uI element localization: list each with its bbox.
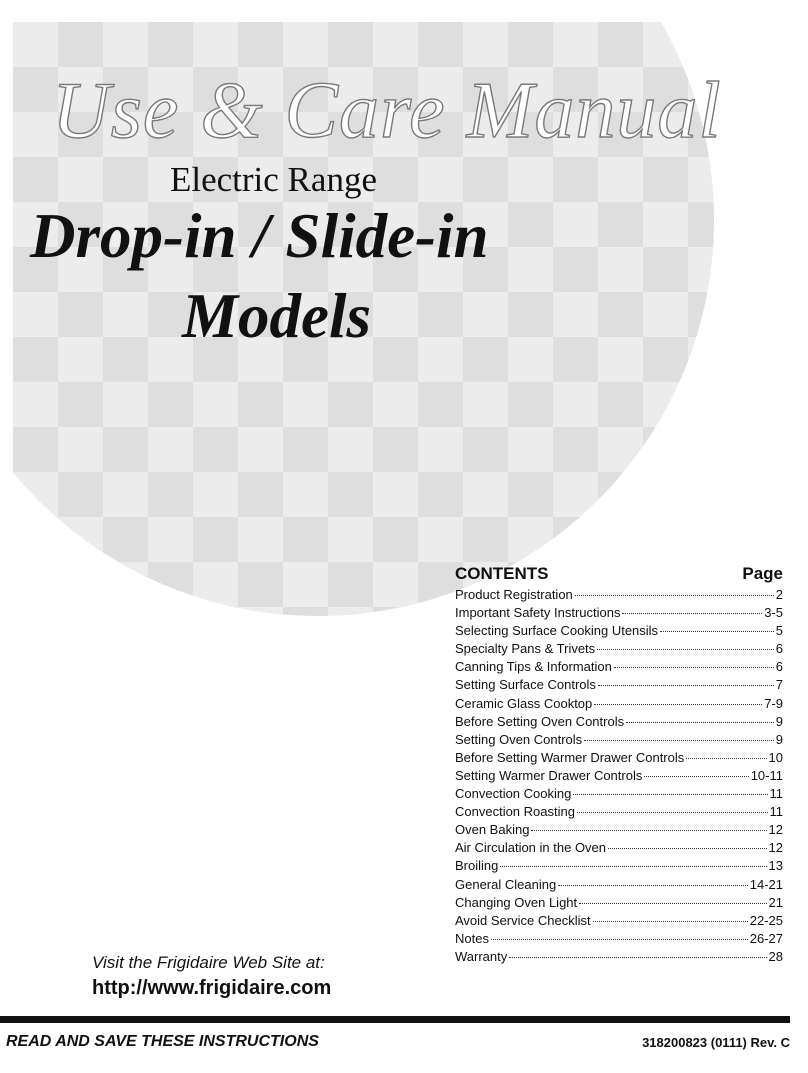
toc-row bbox=[455, 658, 783, 676]
contents-header bbox=[455, 564, 783, 584]
toc-page-number: 11 bbox=[769, 786, 783, 802]
toc-page-number: 3-5 bbox=[764, 605, 783, 621]
toc-label: Setting Oven Controls bbox=[455, 731, 583, 747]
toc-label: Warranty bbox=[455, 948, 508, 964]
toc-row bbox=[455, 622, 783, 640]
toc-leader-dots bbox=[579, 903, 766, 904]
toc-page-number: 21 bbox=[768, 894, 783, 910]
toc-row bbox=[455, 640, 783, 658]
toc-leader-dots bbox=[598, 685, 774, 686]
part-number: 318200823 (0111) Rev. C bbox=[642, 1035, 790, 1050]
toc-label: Air Circulation in the Oven bbox=[455, 840, 607, 856]
toc-page-number: 5 bbox=[775, 623, 783, 639]
toc-leader-dots bbox=[531, 830, 766, 831]
toc-leader-dots bbox=[644, 776, 748, 777]
toc-page-number: 6 bbox=[775, 641, 783, 657]
toc-label: Selecting Surface Cooking Utensils bbox=[455, 623, 659, 639]
footer-rule bbox=[0, 1016, 790, 1023]
toc-leader-dots bbox=[500, 866, 766, 867]
toc-leader-dots bbox=[491, 939, 748, 940]
toc-row bbox=[455, 785, 783, 803]
toc-row bbox=[455, 676, 783, 694]
models-title: Models bbox=[182, 281, 371, 351]
toc-row bbox=[455, 912, 783, 930]
toc-leader-dots bbox=[577, 812, 768, 813]
toc-leader-dots bbox=[622, 613, 762, 614]
toc-page-number: 7-9 bbox=[764, 695, 783, 711]
page-heading: Page bbox=[742, 564, 783, 583]
toc-label: Avoid Service Checklist bbox=[455, 912, 591, 928]
toc-leader-dots bbox=[573, 794, 767, 795]
toc-label: Convection Cooking bbox=[455, 786, 572, 802]
toc-label: Notes bbox=[455, 930, 489, 946]
toc-page-number: 14-21 bbox=[749, 876, 783, 892]
toc-row bbox=[455, 894, 783, 912]
toc-page-number: 26-27 bbox=[749, 930, 783, 946]
toc-page-number: 7 bbox=[775, 677, 783, 693]
toc-page-number: 2 bbox=[775, 587, 783, 602]
toc-leader-dots bbox=[509, 957, 766, 958]
toc-page-number: 22-25 bbox=[749, 912, 783, 928]
product-subtitle: Electric Range bbox=[170, 160, 377, 199]
toc-row bbox=[455, 713, 783, 731]
toc-label: General Cleaning bbox=[455, 876, 557, 892]
toc-label: Before Setting Oven Controls bbox=[455, 713, 625, 729]
website-url[interactable]: http://www.frigidaire.com bbox=[92, 977, 332, 999]
toc-page-number: 10 bbox=[768, 749, 783, 765]
toc-label: Product Registration bbox=[455, 587, 573, 602]
toc-row bbox=[455, 857, 783, 875]
toc-leader-dots bbox=[626, 722, 774, 723]
toc-label: Oven Baking bbox=[455, 822, 530, 838]
toc-row bbox=[455, 948, 783, 966]
toc-label: Canning Tips & Information bbox=[455, 659, 612, 675]
toc-label: Specialty Pans & Trivets bbox=[455, 641, 596, 657]
toc-row bbox=[455, 604, 783, 622]
toc-row bbox=[455, 731, 783, 749]
read-save-instructions: READ AND SAVE THESE INSTRUCTIONS bbox=[6, 1033, 319, 1050]
toc-page-number: 13 bbox=[768, 858, 783, 874]
toc-page-number: 9 bbox=[775, 713, 783, 729]
toc-row bbox=[455, 839, 783, 857]
toc-row bbox=[455, 930, 783, 948]
toc-label: Setting Surface Controls bbox=[455, 677, 596, 693]
toc-page-number: 6 bbox=[775, 659, 783, 675]
toc-label: Ceramic Glass Cooktop bbox=[455, 695, 593, 711]
toc-label: Important Safety Instructions bbox=[455, 605, 621, 621]
toc-list bbox=[455, 586, 783, 966]
toc-leader-dots bbox=[558, 885, 748, 886]
toc-leader-dots bbox=[660, 631, 774, 632]
toc-row bbox=[455, 803, 783, 821]
toc-page-number: 12 bbox=[768, 840, 783, 856]
visit-website-text: Visit the Frigidaire Web Site at: bbox=[92, 953, 325, 972]
toc-leader-dots bbox=[593, 921, 748, 922]
toc-row bbox=[455, 749, 783, 767]
toc-label: Broiling bbox=[455, 858, 499, 874]
toc-leader-dots bbox=[614, 667, 774, 668]
toc-page-number: 28 bbox=[768, 948, 783, 964]
table-of-contents bbox=[455, 564, 783, 966]
toc-page-number: 9 bbox=[775, 731, 783, 747]
toc-leader-dots bbox=[608, 848, 767, 849]
toc-page-number: 11 bbox=[769, 804, 783, 820]
model-type-title: Drop-in / Slide-in bbox=[30, 201, 489, 271]
toc-page-number: 10-11 bbox=[750, 767, 783, 783]
toc-leader-dots bbox=[584, 740, 774, 741]
toc-row bbox=[455, 876, 783, 894]
toc-row bbox=[455, 695, 783, 713]
toc-row bbox=[455, 821, 783, 839]
toc-label: Setting Warmer Drawer Controls bbox=[455, 767, 643, 783]
toc-label: Convection Roasting bbox=[455, 804, 575, 820]
contents-heading: CONTENTS bbox=[455, 564, 549, 583]
toc-row bbox=[455, 586, 783, 604]
toc-leader-dots bbox=[594, 704, 762, 705]
toc-leader-dots bbox=[597, 649, 774, 650]
toc-page-number: 12 bbox=[768, 822, 783, 838]
toc-leader-dots bbox=[575, 595, 774, 596]
manual-title: Use & Care Manual bbox=[52, 67, 722, 155]
toc-label: Changing Oven Light bbox=[455, 894, 578, 910]
toc-row bbox=[455, 767, 783, 785]
toc-label: Before Setting Warmer Drawer Controls bbox=[455, 749, 685, 765]
toc-leader-dots bbox=[686, 758, 766, 759]
